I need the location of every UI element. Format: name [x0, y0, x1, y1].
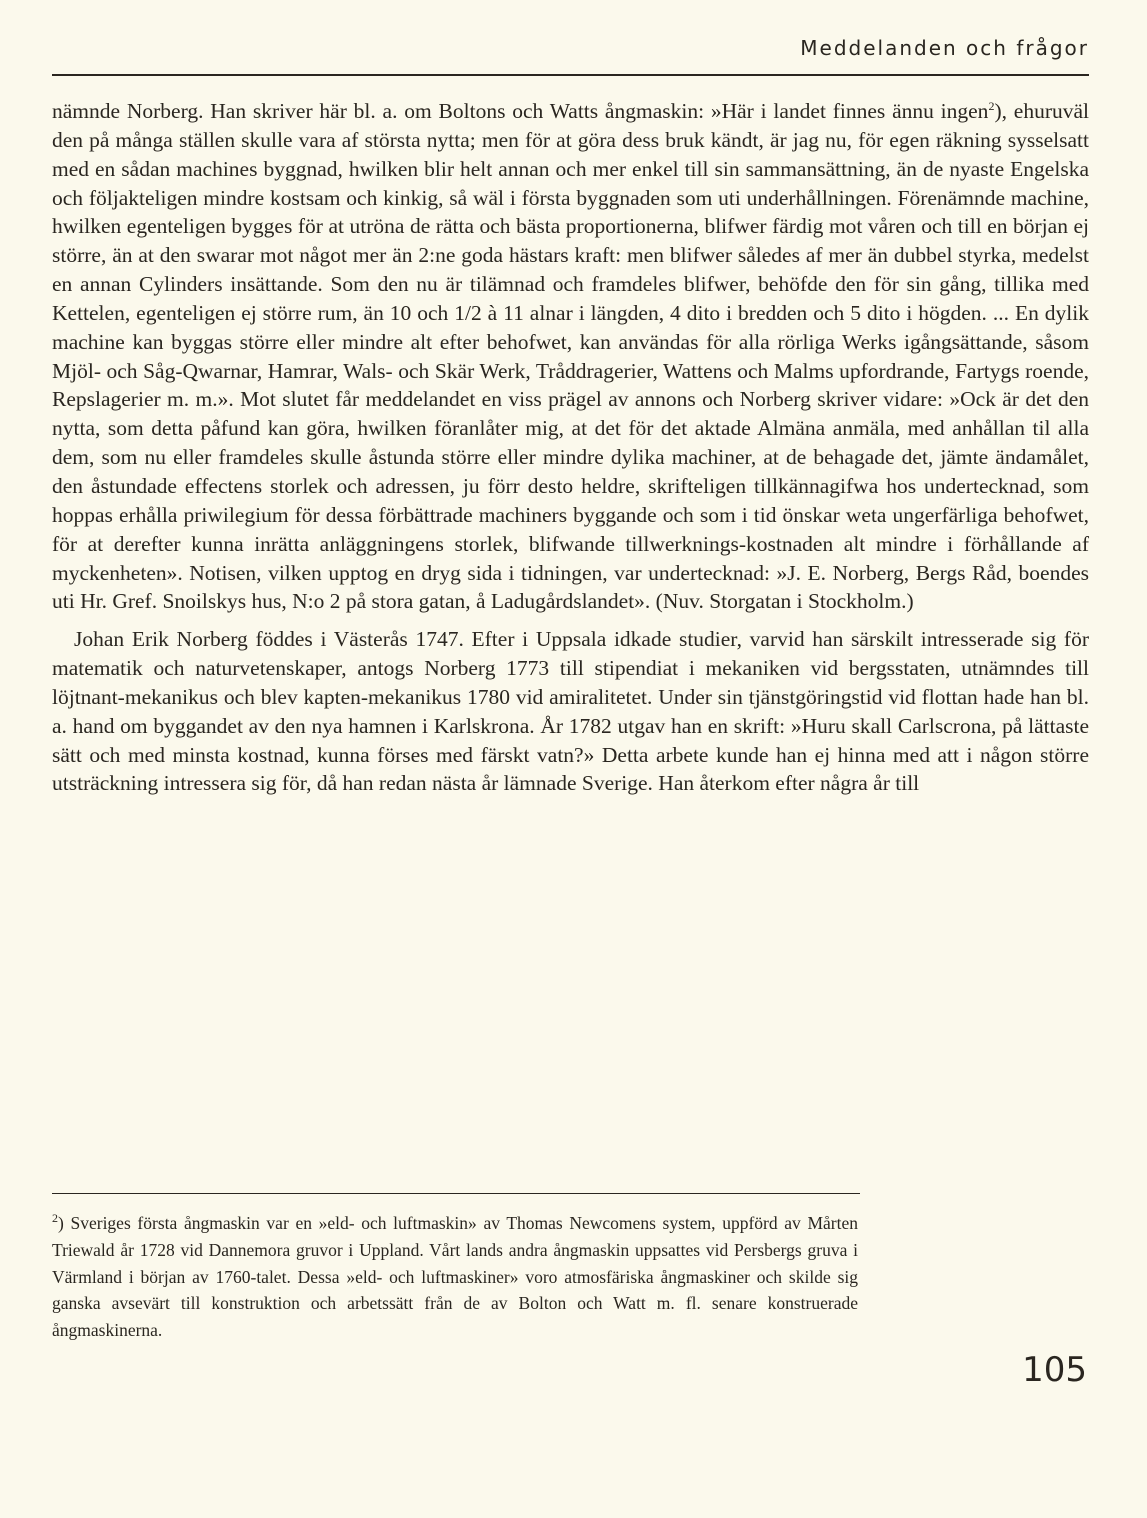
paragraph-1 [52, 97, 1089, 616]
footnote-reference: 2 [988, 98, 995, 113]
paragraph-1-part-b: ), ehuruväl den på många ställen skulle vara af största nytta; men för at göra dess bruk kändt, är jag nu, för egen räkning sysselsatt med en sådan machines byggnad, hwilken blir helt annan och mer enkel till sin sammansättning, än de nyaste Engelska och följakteligen mindre kostsam och kinkig, så wäl i första byggnaden som uti underhållningen. Förenämnde machine, hwilken egenteligen bygges för at utröna de rätta och bästa proportionerna, blifwer färdig mot våren och till en början ej större, än at den swarar mot något mer än 2:ne goda hästars kraft: men blifwer således af mer än dubbel styrka, medelst en annan Cylinders insättande. Som den nu är tilämnad och framdeles blifwer, behöfde den för sin gång, tillika med Kettelen, egenteligen ej större rum, än 10 och 1/2 à 11 alnar i längden, 4 dito i bredden och 5 dito i högden. ... En dylik machine kan byggas större eller mindre alt efter behofwet, kan användas för alla rörliga Werks igångsättande, såsom Mjöl- och Såg-Qwarnar, Hamrar, Wals- och Skär Werk, Tråddragerier, Wattens och Malms upfordrande, Fartygs roende, Repslagerier m. m.». Mot slutet får meddelandet en viss prägel av annons och Norberg skriver vidare: »Ock är det den nytta, som detta påfund kan göra, hwilken föranlåter mig, at det för det aktade Almäna anmäla, med anhållan til alla dem, som nu eller framdeles skulle åstunda större eller mindre dylika machiner, at de behagade det, jämte ändamålet, den åstundade effectens storlek och adressen, ju förr desto heldre, skrifteligen tillkännagifwa hos undertecknad, som hoppas erhålla priwilegium för dessa förbättrade machiners byggande och som i tid önskar weta ungerfärliga behofwet, för at derefter kunna inrätta anläggningens storlek, blifwande tillwerknings-kostnaden alt mindre i förhållande af myckenheten». Notisen, vilken upptog en dryg sida i tidningen, var undertecknad: »J. E. Norberg, Bergs Råd, boendes uti Hr. Gref. Snoilskys hus, N:o 2 på stora gatan, å Ladugårdslandet». (Nuv. Storgatan i Stockholm.) [52, 99, 1089, 614]
paragraph-2: Johan Erik Norberg föddes i Västerås 1747. Efter i Uppsala idkade studier, varvid han särskilt intresserade sig för matematik och naturvetenskaper, antogs Norberg 1773 till stipendiat i mekaniken vid bergsstaten, utnämndes till löjtnant-mekanikus och blev kapten-mekanikus 1780 vid amiralitetet. Under sin tjänstgöringstid vid flottan hade han bl. a. hand om byggandet av den nya hamnen i Karlskrona. År 1782 utgav han en skrift: »Huru skall Carlscrona, på lättaste sätt och med minsta kostnad, kunna förses med färskt vatn?» Detta arbete kunde han ej hinna med att i någon större utsträckning intressera sig för, då han redan nästa år lämnade Sverige. Han återkom efter några år till [52, 627, 1089, 796]
header-rule [52, 74, 1089, 76]
footnote-rule [52, 1193, 860, 1194]
body-text [52, 97, 1089, 798]
running-title: Meddelanden och frågor [800, 36, 1089, 60]
page-number: 105 [1022, 1350, 1087, 1390]
footnote [52, 1210, 858, 1344]
footnote-marker: 2 [52, 1211, 58, 1226]
footnote-text: ) Sveriges första ångmaskin var en »eld- och luftmaskin» av Thomas Newcomens system, uppförd av Mårten Triewald år 1728 vid Dannemora gruvor i Uppland. Vårt lands andra ångmaskin uppsattes vid Persbergs gruva i Värmland i början av 1760-talet. Dessa »eld- och luftmaskiner» voro atmosfäriska ångmaskiner och skilde sig ganska avsevärt till konstruktion och arbetssätt från de av Bolton och Watt m. fl. senare konstruerade ångmaskinerna. [52, 1213, 858, 1341]
paragraph-1-part-a: nämnde Norberg. Han skriver här bl. a. om Boltons och Watts ångmaskin: »Här i landet finnes ännu ingen [52, 99, 989, 123]
